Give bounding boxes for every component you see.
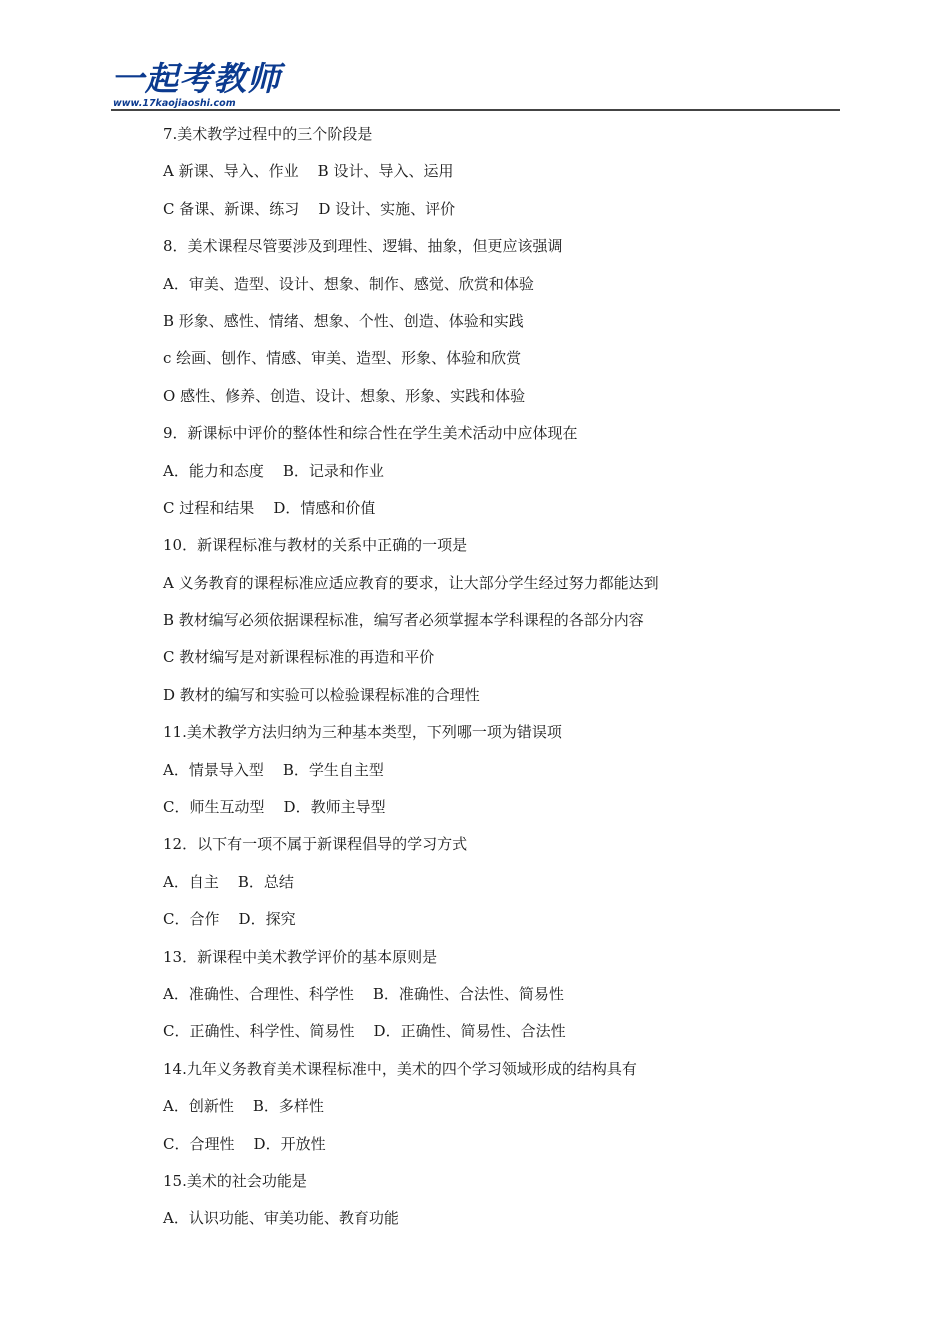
- question-14-options-ab: A．创新性 B．多样性: [163, 1097, 324, 1116]
- question-9-stem: 9．新课标中评价的整体性和综合性在学生美术活动中应体现在: [163, 424, 578, 443]
- question-8-option-a: A．审美、造型、设计、想象、制作、感觉、欣赏和体验: [163, 274, 534, 293]
- logo-title: 一起考教师: [111, 59, 281, 98]
- question-9-options-cd: C 过程和结果 D．情感和价值: [163, 498, 376, 517]
- question-13-options-ab: A．准确性、合理性、科学性 B．准确性、合法性、简易性: [163, 984, 564, 1003]
- page-header: [111, 60, 840, 112]
- question-7-options-cd: C 备课、新课、练习 D 设计、实施、评价: [163, 199, 456, 218]
- question-8-option-c: c 绘画、刨作、情感、审美、造型、形象、体验和欣赏: [163, 349, 522, 368]
- question-12-stem: 12．以下有一项不属于新课程倡导的学习方式: [163, 835, 468, 854]
- logo-url: www.17kaojiaoshi.com: [113, 98, 236, 109]
- question-10-option-d: D 教材的编写和实验可以检验课程标准的合理性: [163, 685, 480, 704]
- question-11-stem: 11.美术教学方法归纳为三种基本类型，下列哪一项为错误项: [163, 723, 562, 742]
- question-11-options-cd: C．师生互动型 D．教师主导型: [163, 798, 386, 817]
- question-7-stem: 7.美术教学过程中的三个阶段是: [163, 125, 373, 143]
- question-10-option-b: B 教材编写必须依据课程标准，编写者必须掌握本学科课程的各部分内容: [163, 611, 644, 630]
- header-divider: [111, 109, 840, 111]
- question-11-options-ab: A．情景导入型 B．学生自主型: [163, 760, 384, 779]
- question-12-options-ab: A．自主 B．总结: [163, 872, 294, 891]
- question-15-option-a: A．认识功能、审美功能、教育功能: [163, 1209, 399, 1228]
- question-12-options-cd: C．合作 D．探究: [163, 910, 296, 929]
- document-body: [163, 116, 843, 1238]
- question-7-options-ab: A 新课、导入、作业 B 设计、导入、运用: [163, 162, 454, 181]
- question-8-option-b: B 形象、感性、情绪、想象、个性、创造、体验和实践: [163, 311, 524, 330]
- question-10-stem: 10．新课程标准与教材的关系中正确的一项是: [163, 536, 468, 555]
- question-10-option-a: A 义务教育的课程标准应适应教育的要求，让大部分学生经过努力都能达到: [163, 573, 659, 592]
- question-14-options-cd: C．合理性 D．开放性: [163, 1134, 326, 1153]
- question-13-stem: 13．新课程中美术教学评价的基本原则是: [163, 947, 438, 966]
- site-logo[interactable]: [111, 60, 281, 110]
- question-14-stem: 14.九年义务教育美术课程标准中，美术的四个学习领域形成的结构具有: [163, 1059, 637, 1078]
- question-8-stem: 8．美术课程尽管要涉及到理性、逻辑、抽象，但更应该强调: [163, 237, 563, 256]
- question-8-option-d: O 感性、修养、创造、设计、想象、形象、实践和体验: [163, 386, 526, 405]
- question-10-option-c: C 教材编写是对新课程标准的再造和平价: [163, 648, 435, 667]
- question-9-options-ab: A．能力和态度 B．记录和作业: [163, 461, 384, 480]
- question-13-options-cd: C．正确性、科学性、简易性 D．正确性、简易性、合法性: [163, 1022, 566, 1041]
- question-15-stem: 15.美术的社会功能是: [163, 1171, 307, 1190]
